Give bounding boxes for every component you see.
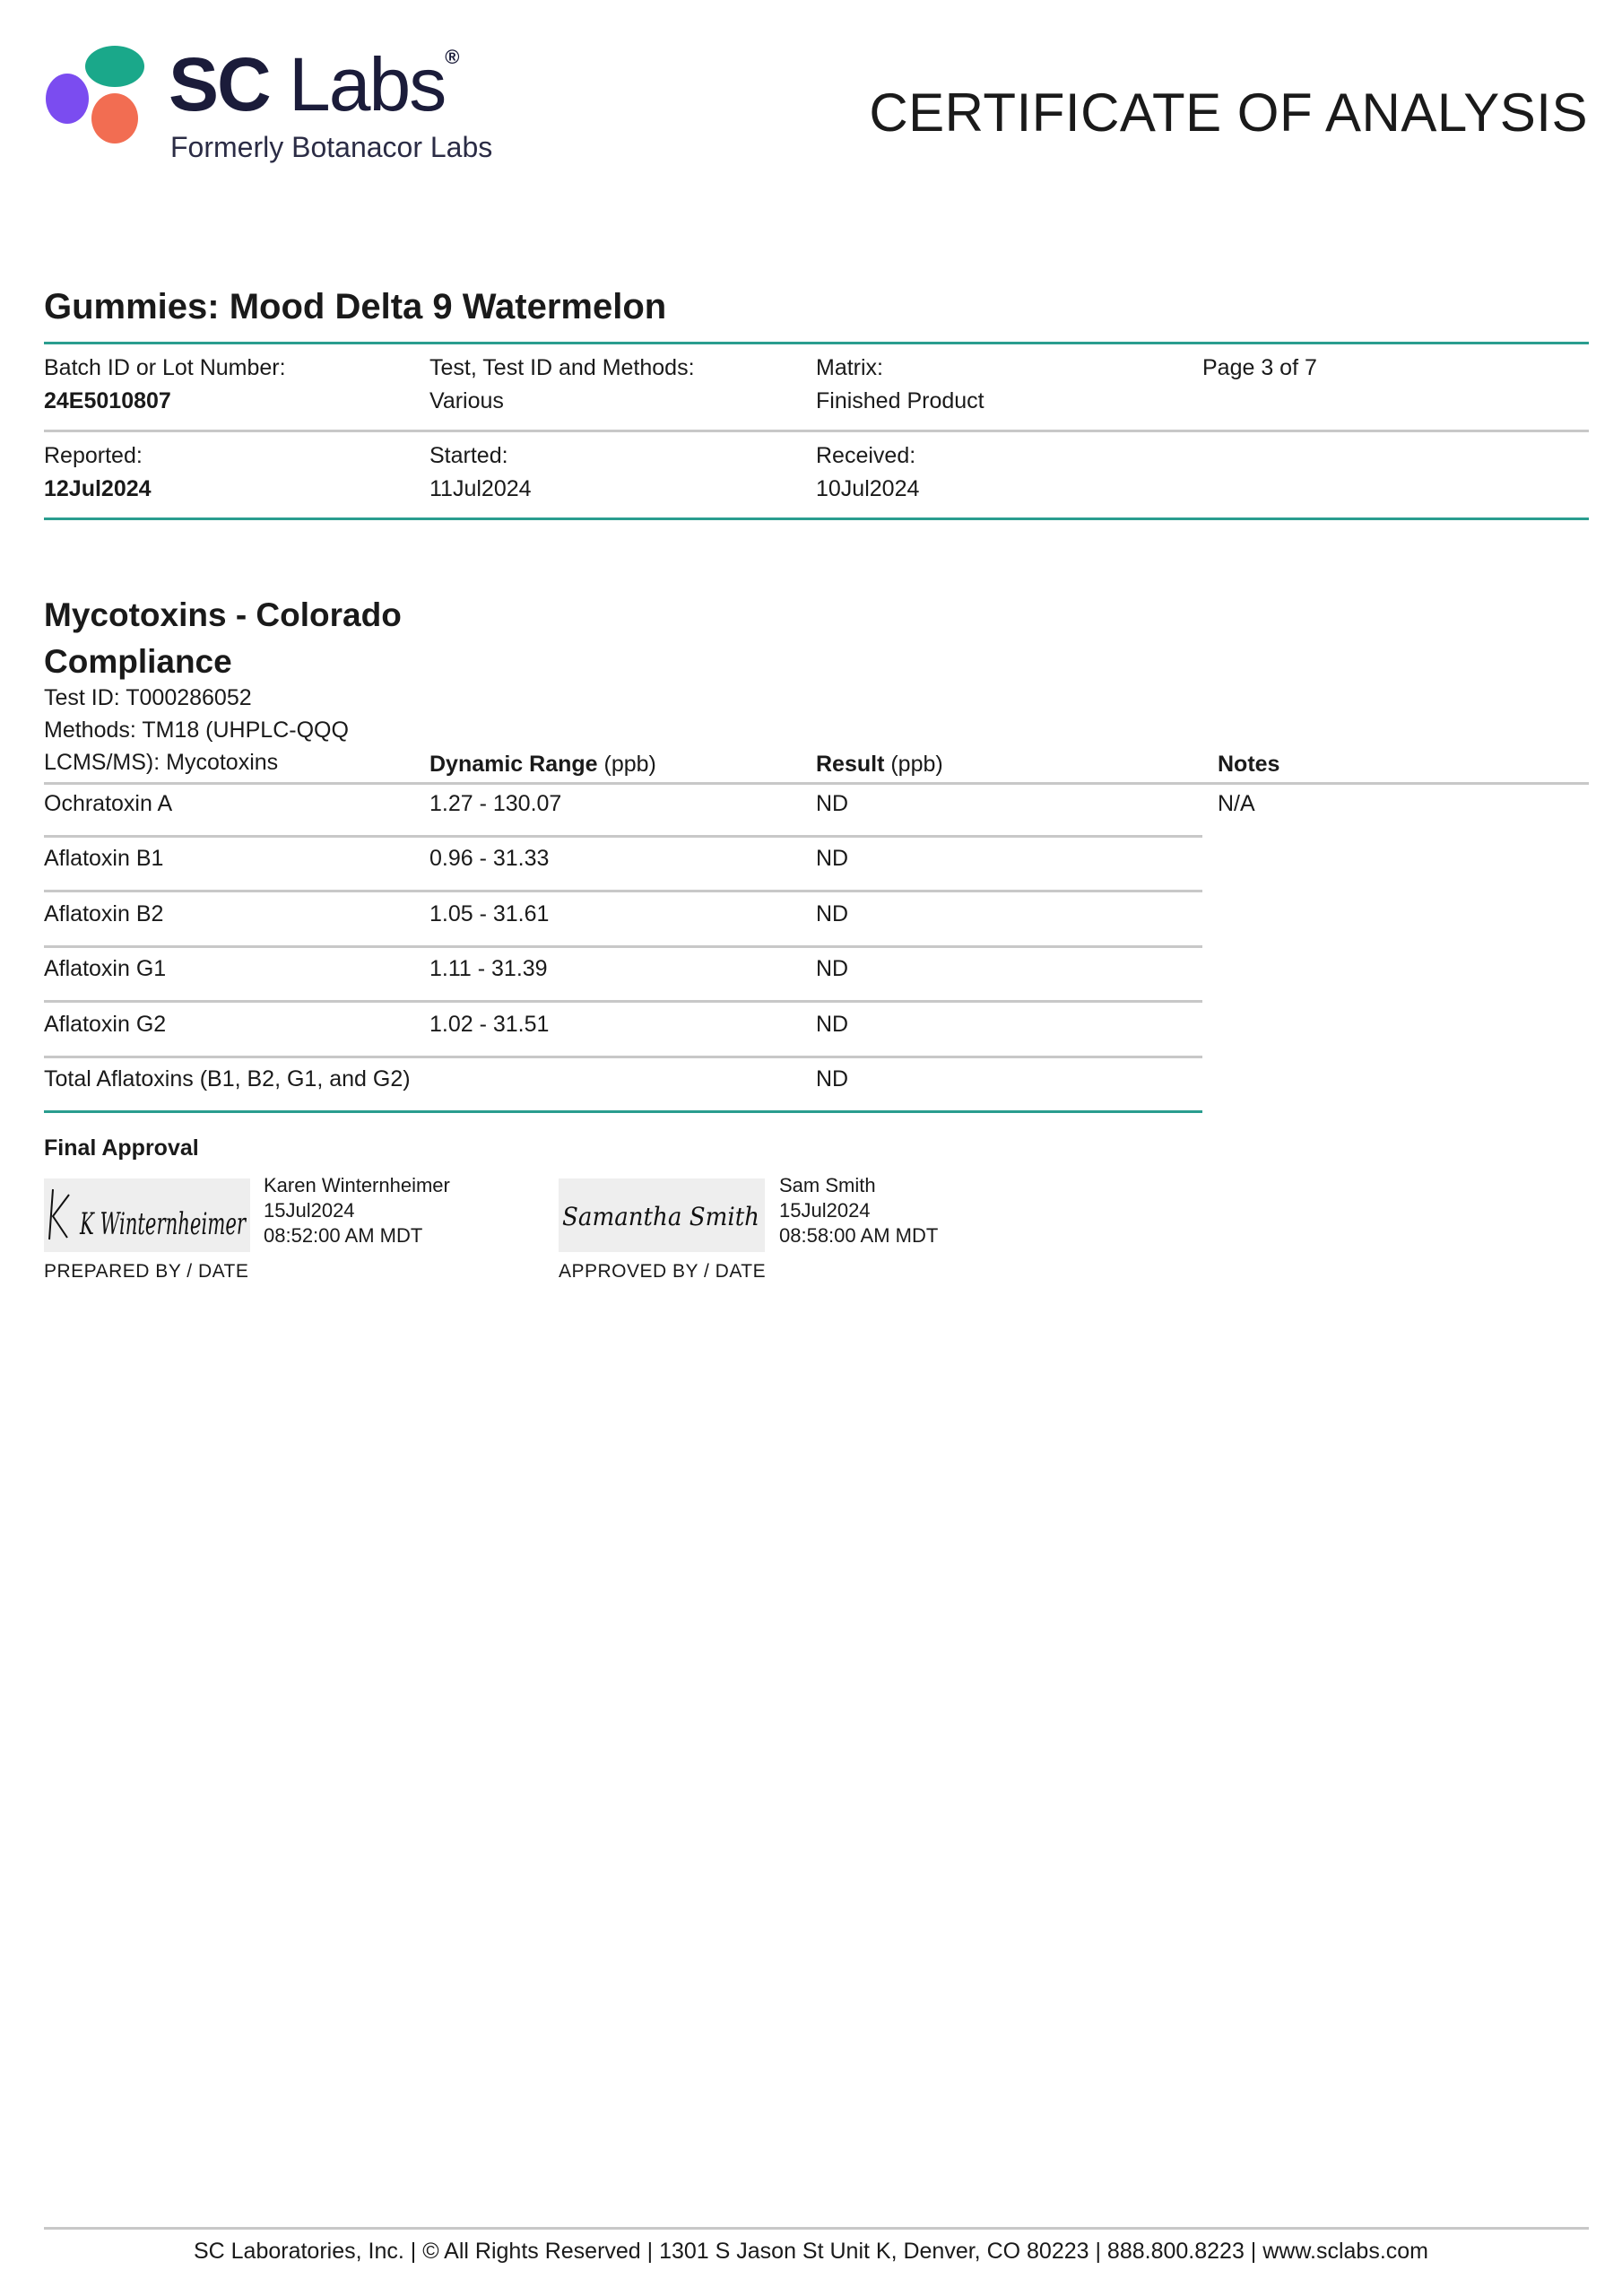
table-row-divider bbox=[44, 945, 1202, 948]
logo-teal-blob bbox=[85, 46, 144, 87]
approved-signature-drawing bbox=[559, 1178, 765, 1252]
result-header-unit: (ppb) bbox=[884, 752, 943, 777]
analyte-name: Aflatoxin G1 bbox=[44, 956, 167, 981]
column-header-range bbox=[429, 753, 656, 776]
result-value: ND bbox=[816, 1012, 849, 1037]
divider bbox=[44, 430, 1589, 432]
dynamic-range-value: 0.96 - 31.33 bbox=[429, 846, 550, 871]
product-title: Gummies: Mood Delta 9 Watermelon bbox=[44, 287, 667, 326]
batch-field bbox=[44, 357, 286, 413]
analyte-name: Ochratoxin A bbox=[44, 791, 173, 816]
analyte-name: Aflatoxin B2 bbox=[44, 901, 164, 926]
brand-tagline: Formerly Botanacor Labs bbox=[170, 131, 493, 163]
methods-line1: Methods: TM18 (UHPLC-QQQ bbox=[44, 718, 349, 743]
analyte-name: Aflatoxin G2 bbox=[44, 1012, 167, 1037]
footer-text: SC Laboratories, Inc. | © All Rights Reserved | 1301 S Jason St Unit K, Denver, CO 80223 | 888.800.8223 | www.sclabs.com bbox=[193, 2239, 1429, 2264]
analyte-name: Aflatoxin B1 bbox=[44, 846, 164, 871]
approved-details bbox=[779, 1173, 938, 1248]
reported-field bbox=[44, 445, 152, 500]
dynamic-range-value: 1.02 - 31.51 bbox=[429, 1012, 550, 1037]
received-value: 10Jul2024 bbox=[816, 476, 920, 501]
approved-time: 08:58:00 AM MDT bbox=[779, 1224, 939, 1247]
approved-name: Sam Smith bbox=[779, 1174, 876, 1196]
result-value: ND bbox=[816, 956, 849, 981]
dynamic-range-value: 1.27 - 130.07 bbox=[429, 791, 562, 816]
approved-signature-text: Samantha Smith bbox=[562, 1202, 759, 1231]
test-label: Test, Test ID and Methods: bbox=[429, 355, 695, 380]
logo-purple-blob bbox=[46, 74, 89, 124]
table-row-divider bbox=[44, 835, 1202, 838]
reported-value: 12Jul2024 bbox=[44, 476, 152, 501]
batch-value: 24E5010807 bbox=[44, 388, 171, 413]
result-value: ND bbox=[816, 846, 849, 871]
section-title bbox=[44, 592, 492, 685]
started-field bbox=[429, 445, 532, 500]
test-value: Various bbox=[429, 388, 504, 413]
started-label: Started: bbox=[429, 443, 508, 468]
dynamic-range-value: 1.05 - 31.61 bbox=[429, 901, 550, 926]
range-header-unit: (ppb) bbox=[597, 752, 656, 777]
prepared-name: Karen Winternheimer bbox=[264, 1174, 450, 1196]
logo-coral-blob bbox=[91, 93, 138, 144]
column-header-result bbox=[816, 753, 943, 776]
matrix-label: Matrix: bbox=[816, 355, 883, 380]
prepared-time: 08:52:00 AM MDT bbox=[264, 1224, 423, 1247]
header-divider bbox=[44, 782, 1589, 785]
test-field bbox=[429, 357, 695, 413]
section-title-line2: Compliance bbox=[44, 643, 232, 680]
approved-caption: APPROVED BY / DATE bbox=[559, 1261, 767, 1282]
document-title: CERTIFICATE OF ANALYSIS bbox=[869, 83, 1588, 143]
dynamic-range-value: 1.11 - 31.39 bbox=[429, 956, 548, 981]
brand-name bbox=[169, 42, 458, 126]
section-info bbox=[44, 682, 349, 778]
sc-labs-logo-mark bbox=[43, 43, 151, 151]
table-row-divider bbox=[44, 1056, 1202, 1058]
section-title-line1: Mycotoxins - Colorado bbox=[44, 596, 402, 633]
result-value: ND bbox=[816, 791, 849, 816]
registered-mark: ® bbox=[445, 46, 458, 68]
matrix-field bbox=[816, 357, 984, 413]
prepared-details bbox=[264, 1173, 450, 1248]
column-header-notes: Notes bbox=[1218, 752, 1280, 777]
prepared-caption: PREPARED BY / DATE bbox=[44, 1261, 249, 1282]
table-row-divider bbox=[44, 1000, 1202, 1003]
prepared-date: 15Jul2024 bbox=[264, 1199, 355, 1222]
started-value: 11Jul2024 bbox=[429, 476, 532, 501]
brand-name-light: Labs bbox=[289, 42, 446, 126]
result-header-bold: Result bbox=[816, 752, 885, 777]
received-field bbox=[816, 445, 919, 500]
received-label: Received: bbox=[816, 443, 916, 468]
brand-name-bold: SC bbox=[169, 42, 270, 126]
methods-line2: LCMS/MS): Mycotoxins bbox=[44, 750, 279, 775]
test-id: Test ID: T000286052 bbox=[44, 685, 252, 710]
result-value: ND bbox=[816, 1066, 849, 1091]
table-row-divider bbox=[44, 890, 1202, 892]
matrix-value: Finished Product bbox=[816, 388, 984, 413]
batch-label: Batch ID or Lot Number: bbox=[44, 355, 286, 380]
range-header-bold: Dynamic Range bbox=[429, 752, 598, 777]
footer-divider bbox=[44, 2227, 1589, 2230]
reported-label: Reported: bbox=[44, 443, 143, 468]
prepared-signature bbox=[44, 1178, 250, 1252]
notes-value: N/A bbox=[1218, 791, 1255, 816]
final-approval-title: Final Approval bbox=[44, 1135, 199, 1161]
table-row-divider bbox=[44, 1110, 1202, 1113]
prepared-signature-drawing bbox=[44, 1178, 250, 1252]
analyte-name: Total Aflatoxins (B1, B2, G1, and G2) bbox=[44, 1066, 411, 1091]
page-number: Page 3 of 7 bbox=[1202, 355, 1317, 380]
approved-date: 15Jul2024 bbox=[779, 1199, 871, 1222]
result-value: ND bbox=[816, 901, 849, 926]
divider bbox=[44, 342, 1589, 344]
divider bbox=[44, 517, 1589, 520]
prepared-signature-text: K Winternheimer bbox=[79, 1206, 247, 1242]
approved-signature bbox=[559, 1178, 765, 1252]
